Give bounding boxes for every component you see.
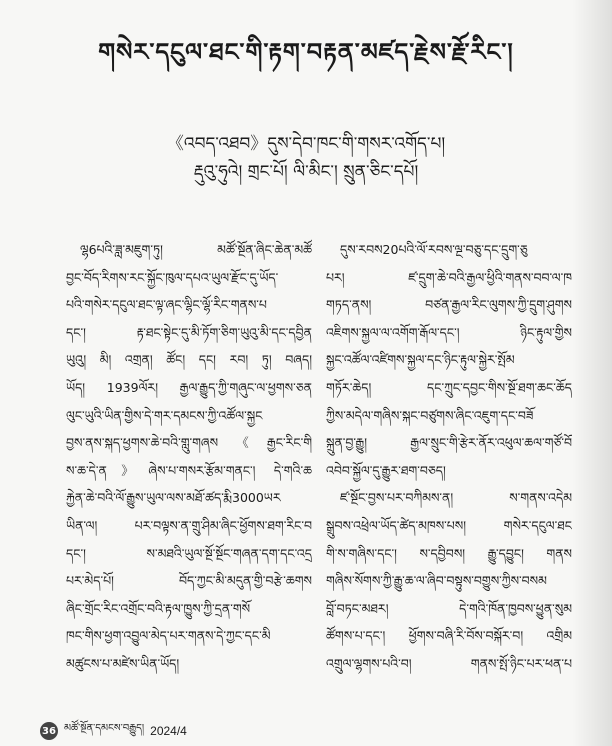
paragraph-line: ལུང་ཡུའི་ཡིན་གྱིས་དེ་གར་དམངས་ཀྱི་འཚོལ་སྐྱང [66, 407, 263, 423]
paragraph-line: འཇིགས་སྐྱལ་ལ་འགོག་རྒོལ་དང་། ཉིང་རྟུལ་གྱིས [326, 324, 572, 340]
page-footer [40, 722, 187, 740]
left-column [66, 236, 312, 678]
page-number: 36 [40, 722, 58, 740]
paragraph-line: ཀྱིས་མདེལ་གཞིས་སྐང་བཙུགས་ཞིང་འཇུག་དང་བཟོ [326, 407, 534, 423]
paragraph-line: ས་ཆ་དེ་ན》ཞེས་པ་གསར་རྩོམ་གནང་། དེ་གའི་ཆ [66, 462, 312, 478]
paragraph-line: ཡིན་ལ། པར་བལྟས་ན་གྲུ་ཤིམ་ཞིང་ཕྱོགས་ཐག་རིང་བ [66, 517, 312, 533]
paragraph-line: པར་མེད་པོ། བོད་ཀྱང་མི་མདུན་གྱི་བརྩེ་ཆགས [66, 573, 312, 589]
paragraph-line: ལྷ6པའི་ཟླ་མཇུག་ཏུ། མཚོ་སྔོན་ཞིང་ཆེན་མཚོ [80, 242, 312, 257]
paragraph-line: ཡུའུ། མི། འགྲན། ཚོང། དང། རབ། ཏུ། བཞད། [66, 352, 312, 368]
paragraph-line: ཞིང་གྲོང་རིང་འགྲོང་བའི་རྟལ་ཁྱུས་ཀྱི་དྲན་གསོ [66, 600, 251, 616]
paragraph-line: དང་། ས་མཐའི་ཡུལ་སྔོ་སྔོང་གཞན་དག་དང་འདྲ [66, 545, 312, 561]
paragraph-line: དང་། རྟ་ཐང་སྟེང་དུ་མི་ཏོག་ཅིག་ཡུའུ་མི་དང་དབྱིན [66, 324, 312, 340]
page-edge-shadow [572, 0, 612, 746]
paragraph-line: གི་ས་གཞིས་དང་། ས་དབྱིབས། རྒྱུ་དབྱུང། གནས [326, 545, 572, 561]
paragraph-line: ཡོད། 1939ལོར། རྒྱལ་རྒྱུད་ཀྱི་གཞུང་ལ་ཕྱགས་ཅན [66, 379, 312, 395]
paragraph-line: བློ་བཏང་མཐར། དེ་གའི་ཁོན་ཁྱབས་ཕྱུན་སུམ [326, 600, 572, 616]
paragraph-line: གཏད་ནས། བཙན་རྒྱལ་རིང་ལུགས་ཀྱི་དྲུག་ཤུགས [326, 297, 572, 313]
paragraph-line: དུས་རབས20པའི་ལོ་རབས་ལྔ་བཅུ་དང་དྲུག་ཅུ [340, 242, 528, 257]
right-column [326, 236, 572, 678]
paragraph-line: ཛ་སྔོང་བྱས་པར་བཀིམས་ན། ས་གནས་འདེམ [340, 490, 572, 506]
paragraph-line: རྐྱེན་ཆེ་བའི་ལོ་རྒྱུས་ཡུལ་ལས་མཐོ་ཚད་རྨི3000ཡར [66, 490, 281, 506]
paragraph-line: གཞིས་སོགས་ཀྱི་རྒྱུ་ཆ་ལ་ཞིབ་བསྟུས་བགྱུས་ཀྱིས་བསམ [326, 573, 547, 589]
article-source: 《འབད་འཐབ》དུས་དེབ་ཁང་གི་གསར་འགོད་པ། [166, 134, 446, 154]
paragraph-line: འགྲུལ་ལྷགས་པའི་བ། གནས་སྤོ་ཉིང་པར་ཕན་པ [326, 655, 572, 671]
paragraph-line: པར། ཛ་དྲུག་ཆེ་བའི་རྒྱལ་ཕྱིའི་གནས་བབ་ལ་ཁ [326, 269, 572, 285]
paragraph-line: པའི་གསེར་དངུལ་ཐང་ལྟ་ཞང་ལྷིང་ལྷོ་རིང་གནས་པ [66, 297, 267, 313]
article-title: གསེར་དངུལ་ཐང་གི་རྟག་བརྟན་མཛད་རྗེས་རྗོ་རིང་། [98, 38, 514, 66]
paragraph-line: གཏོར་ཆེད། དང་ཀྲུང་དབྱང་གིས་སྔོ་ཐག་ཆང་ཆོད [326, 379, 572, 395]
issue-number: 2024/4 [150, 724, 187, 738]
paragraph-line: ཁང་གིས་ཕྱག་འབྱུལ་མེད་པར་གནས་དེ་ཀྱང་དང་མི [66, 628, 271, 644]
paragraph-line: སྒྲུབས་འཕྲེལ་ཡོད་ཚེད་མཁས་པས། གསེར་དངུལ་ཐང [326, 517, 572, 533]
paragraph-line: སྐྱང་འཚོལ་འཛིགས་སྐྱལ་དང་ཉིང་རྟུལ་སྐྱེར་སྤོམ [326, 352, 515, 368]
paragraph-line: བྱང་བོད་རིགས་རང་སྐྱོང་ཁུལ་དཔའ་ཡུལ་རྫོང་དུ་ཡོད་ [66, 269, 279, 285]
paragraph-line: བྱས་ནས་སྐད་ཕྱགས་ཆེ་བའི་གླུ་གཞས《རྒྱང་རིང་གི [66, 435, 312, 451]
paragraph-line: ཚོགས་པ་དང་། ཕྱོགས་བཞི་རི་བོས་བསྐོར་བ། འགྲིམ [326, 628, 572, 644]
magazine-name: མཚོ་སྔོན་དམངས་བརྒྱུད། [64, 723, 145, 734]
paragraph-line: མཚུངས་པ་མཛེས་ཡིན་ཡོད། [66, 655, 180, 671]
paragraph-line: སྐྲུན་བྱ་རྒྱུ། རྒྱལ་སྲུང་གི་རྩེར་ནོར་འཕུལ་ཆལ་གཙོ་བོ [326, 435, 572, 451]
paragraph-line: འབེབ་སྐྱོལ་དུ་རྒྱུར་ཐག་བཅད། [326, 462, 446, 478]
article-authors: རྡུའུ་ཧུའེ། གྲང་པོ། ལི་མིང་། སྲུན་ཅིང་དཔོ། [193, 162, 419, 182]
